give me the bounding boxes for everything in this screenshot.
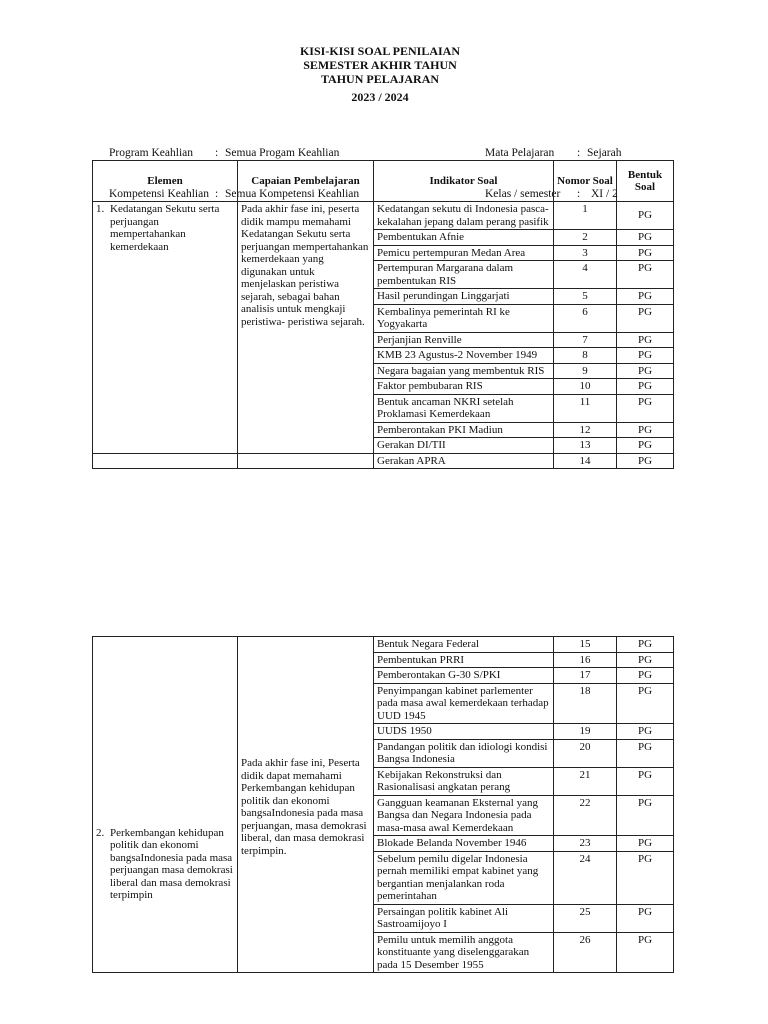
- indikator-cell: Bentuk Negara Federal: [374, 637, 554, 653]
- bentuk-cell: PG: [617, 795, 674, 836]
- indikator-cell: Pemberontakan PKI Madiun: [374, 422, 554, 438]
- indikator-cell: KMB 23 Agustus-2 November 1949: [374, 348, 554, 364]
- kelas-label: Kelas / semester: [485, 187, 561, 200]
- title-year: 2023 / 2024: [351, 90, 409, 104]
- capaian-cell: Pada akhir fase ini, peserta didik mampu memahami Kedatangan Sekutu serta perjuangan mempertahankan kemerdekaan yang digunakan untuk menjelaskan peristiwa sejarah, sebagai bahan analisis untuk mengkaji peristiwa- peristiwa sejarah.: [238, 202, 374, 454]
- bentuk-cell: PG: [617, 904, 674, 932]
- indikator-cell: Gerakan APRA: [374, 453, 554, 469]
- bentuk-cell: PG: [617, 767, 674, 795]
- indikator-cell: Pemicu pertempuran Medan Area: [374, 245, 554, 261]
- elemen-number: 1.: [96, 203, 105, 215]
- indikator-cell: Kebijakan Rekonstruksi dan Rasionalisasi angkatan perang: [374, 767, 554, 795]
- table-header-row: [93, 161, 674, 202]
- nomor-cell: 8: [554, 348, 617, 364]
- nomor-cell: 4: [554, 261, 617, 289]
- kisi-kisi-table-2: [92, 636, 674, 973]
- nomor-cell: 18: [554, 683, 617, 724]
- bentuk-cell: PG: [617, 348, 674, 364]
- indikator-cell: Pemilu untuk memilih anggota konstituante yang diselenggarakan pada 15 Desember 1955: [374, 932, 554, 973]
- nomor-cell: 14: [554, 453, 617, 469]
- indikator-cell: Blokade Belanda November 1946: [374, 836, 554, 852]
- empty-elemen-cell: [93, 453, 238, 469]
- nomor-cell: 13: [554, 438, 617, 454]
- nomor-cell: 25: [554, 904, 617, 932]
- header-nomor: Nomor Soal: [554, 161, 617, 202]
- nomor-cell: 11: [554, 394, 617, 422]
- title-line-1: KISI-KISI SOAL PENILAIAN: [299, 44, 461, 58]
- nomor-cell: 17: [554, 668, 617, 684]
- program-label: Program Keahlian: [109, 147, 193, 159]
- mapel-label: Mata Pelajaran: [485, 147, 555, 159]
- nomor-cell: 12: [554, 422, 617, 438]
- nomor-cell: 24: [554, 851, 617, 904]
- nomor-cell: 21: [554, 767, 617, 795]
- indikator-cell: Perjanjian Renville: [374, 332, 554, 348]
- bentuk-cell: PG: [617, 230, 674, 246]
- indikator-cell: Pandangan politik dan idiologi kondisi Bangsa Indonesia: [374, 739, 554, 767]
- elemen-cell: [93, 637, 238, 973]
- indikator-cell: Kedatangan sekutu di Indonesia pasca-kekalahan jepang dalam perang pasifik: [374, 202, 554, 230]
- bentuk-cell: PG: [617, 261, 674, 289]
- indikator-cell: UUDS 1950: [374, 724, 554, 740]
- nomor-cell: 7: [554, 332, 617, 348]
- program-value: Semua Progam Keahlian: [225, 147, 340, 159]
- bentuk-cell: PG: [617, 422, 674, 438]
- elemen-cell: [93, 202, 238, 454]
- nomor-cell: 1: [554, 202, 617, 230]
- bentuk-cell: PG: [617, 332, 674, 348]
- title-line-2: SEMESTER AKHIR TAHUN: [303, 58, 457, 72]
- bentuk-cell: PG: [617, 379, 674, 395]
- bentuk-cell: PG: [617, 683, 674, 724]
- indikator-cell: Bentuk ancaman NKRI setelah Proklamasi Kemerdekaan: [374, 394, 554, 422]
- indikator-cell: Pembentukan PRRI: [374, 652, 554, 668]
- nomor-cell: 20: [554, 739, 617, 767]
- bentuk-cell: PG: [617, 652, 674, 668]
- table-row: [93, 637, 674, 653]
- document-title: [0, 44, 768, 104]
- meta-mapel-row: Mata Pelajaran : Sejarah: [485, 147, 622, 159]
- indikator-cell: Pembentukan Afnie: [374, 230, 554, 246]
- table-row: [93, 202, 674, 230]
- nomor-cell: 26: [554, 932, 617, 973]
- bentuk-cell: PG: [617, 453, 674, 469]
- bentuk-cell: PG: [617, 245, 674, 261]
- nomor-cell: 10: [554, 379, 617, 395]
- meta-kompetensi-row: Kompetensi Keahlian : Semua Kompetensi Keahlian: [109, 187, 360, 200]
- mapel-value: Sejarah: [587, 147, 622, 159]
- nomor-cell: 19: [554, 724, 617, 740]
- kompetensi-value: Semua Kompetensi Keahlian: [225, 187, 360, 200]
- indikator-cell: Gangguan keamanan Eksternal yang Bangsa dan Negara Indonesia pada masa-masa awal Kemerdekaan: [374, 795, 554, 836]
- bentuk-cell: PG: [617, 668, 674, 684]
- bentuk-cell: PG: [617, 932, 674, 973]
- nomor-cell: 3: [554, 245, 617, 261]
- bentuk-cell: PG: [617, 202, 674, 230]
- bentuk-cell: PG: [617, 304, 674, 332]
- kisi-kisi-table-1: [92, 160, 674, 469]
- nomor-cell: 23: [554, 836, 617, 852]
- indikator-cell: Hasil perundingan Linggarjati: [374, 289, 554, 305]
- bentuk-cell: PG: [617, 851, 674, 904]
- indikator-cell: Persaingan politik kabinet Ali Sastroamijoyo I: [374, 904, 554, 932]
- indikator-cell: Faktor pembubaran RIS: [374, 379, 554, 395]
- elemen-number: 2.: [96, 826, 105, 839]
- bentuk-cell: PG: [617, 394, 674, 422]
- bentuk-cell: PG: [617, 637, 674, 653]
- elemen-text: Kedatangan Sekutu serta perjuangan mempertahankan kemerdekaan: [110, 203, 220, 253]
- header-capaian: Capaian Pembelajaran: [238, 161, 374, 202]
- indikator-cell: Pertempuran Margarana dalam pembentukan RIS: [374, 261, 554, 289]
- bentuk-cell: PG: [617, 438, 674, 454]
- capaian-cell: Pada akhir fase ini, Peserta didik dapat memahami Perkembangan kehidupan politik dan ekonomi bangsaIndonesia pada masa perjuangan, masa demokrasi liberal, dan masa demokrasi terpimpin.: [238, 637, 374, 973]
- bentuk-cell: PG: [617, 363, 674, 379]
- nomor-cell: 5: [554, 289, 617, 305]
- indikator-cell: Negara bagaian yang membentuk RIS: [374, 363, 554, 379]
- bentuk-cell: PG: [617, 724, 674, 740]
- indikator-cell: Kembalinya pemerintah RI ke Yogyakarta: [374, 304, 554, 332]
- kelas-value: XI / 2: [591, 187, 618, 200]
- header-bentuk: Bentuk Soal: [617, 161, 674, 202]
- indikator-cell: Gerakan DI/TII: [374, 438, 554, 454]
- empty-capaian-cell: [238, 453, 374, 469]
- nomor-cell: 16: [554, 652, 617, 668]
- meta-kelas-row: Kelas / semester : XI / 2: [485, 187, 618, 200]
- nomor-cell: 22: [554, 795, 617, 836]
- elemen-text: Perkembangan kehidupan politik dan ekonomi bangsaIndonesia pada masa perjuangan masa demokrasi liberal dan masa demokrasi terpimpin: [110, 826, 233, 901]
- bentuk-cell: PG: [617, 836, 674, 852]
- nomor-cell: 15: [554, 637, 617, 653]
- table-row: [93, 453, 674, 469]
- nomor-cell: 9: [554, 363, 617, 379]
- indikator-cell: Penyimpangan kabinet parlementer pada masa awal kemerdekaan terhadap UUD 1945: [374, 683, 554, 724]
- meta-program-row: Program Keahlian : Semua Progam Keahlian: [109, 147, 340, 159]
- bentuk-cell: PG: [617, 289, 674, 305]
- header-indikator: Indikator Soal: [374, 161, 554, 202]
- nomor-cell: 2: [554, 230, 617, 246]
- title-line-3: TAHUN PELAJARAN: [320, 72, 440, 86]
- indikator-cell: Pemberontakan G-30 S/PKI: [374, 668, 554, 684]
- kompetensi-label: Kompetensi Keahlian: [109, 187, 209, 200]
- nomor-cell: 6: [554, 304, 617, 332]
- bentuk-cell: PG: [617, 739, 674, 767]
- indikator-cell: Sebelum pemilu digelar Indonesia pernah memiliki empat kabinet yang bergantian menjalankan roda pemerintahan: [374, 851, 554, 904]
- header-elemen: Elemen: [93, 161, 238, 202]
